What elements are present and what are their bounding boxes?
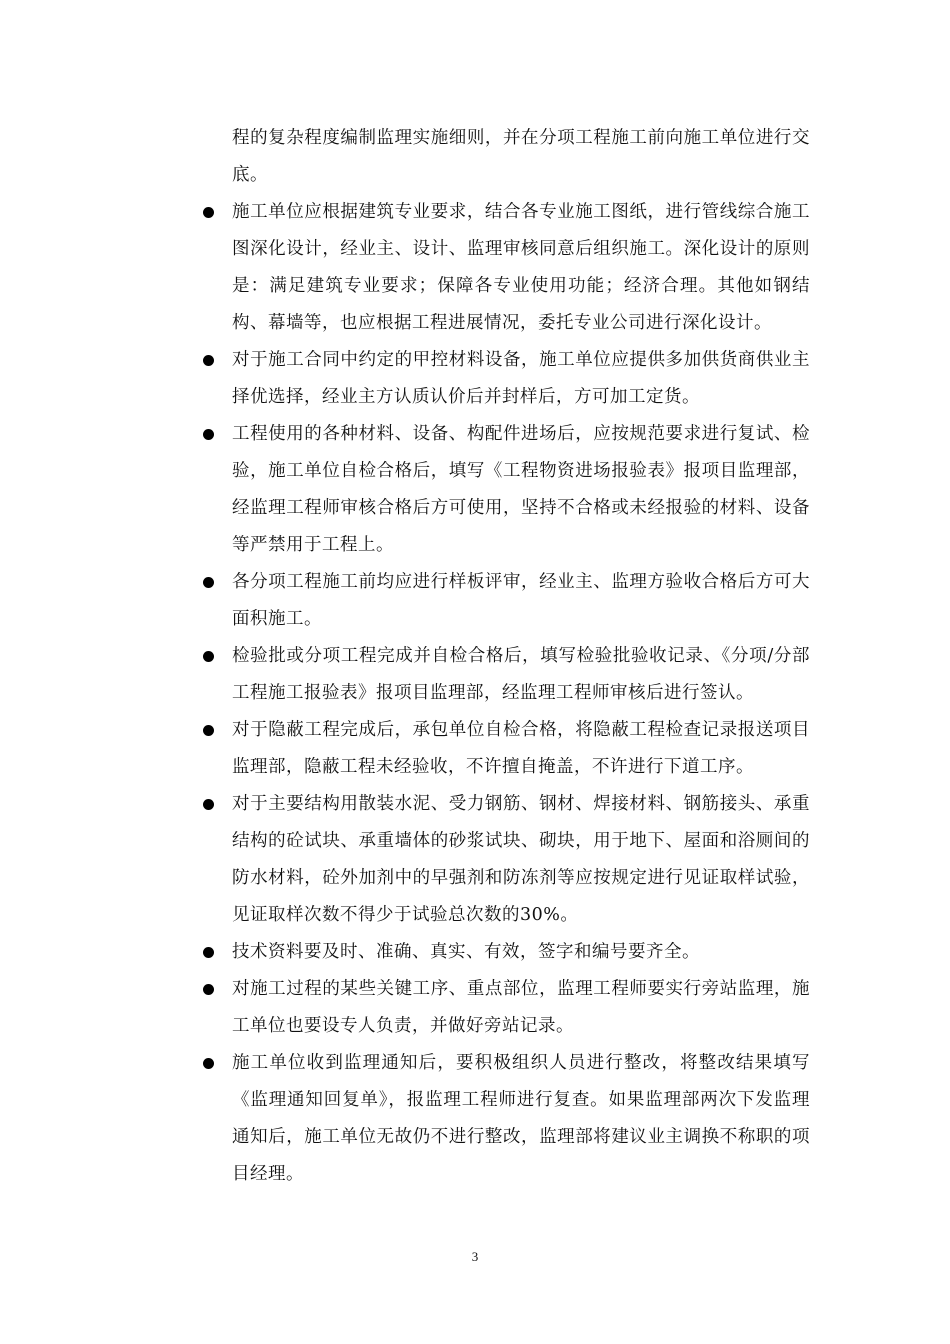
bullet-item xyxy=(200,638,810,712)
continuation-paragraph: 程的复杂程度编制监理实施细则，并在分项工程施工前向施工单位进行交底。 xyxy=(232,128,810,185)
bullet-text: 施工单位收到监理通知后，要积极组织人员进行整改，将整改结果填写《监理通知回复单》，报监理工程师进行复查。如果监理部两次下发监理通知后，施工单位无故仍不进行整改，监理部将建议业主调换不称职的项目经理。 xyxy=(232,1053,810,1184)
bullet-icon xyxy=(203,1058,214,1069)
bullet-icon xyxy=(203,799,214,810)
document-body xyxy=(200,120,810,1193)
bullet-text: 对施工过程的某些关键工序、重点部位，监理工程师要实行旁站监理，施工单位也要设专人负责，并做好旁站记录。 xyxy=(232,979,810,1036)
bullet-item xyxy=(200,971,810,1045)
bullet-text: 检验批或分项工程完成并自检合格后，填写检验批验收记录、《分项/分部工程施工报验表》报项目监理部，经监理工程师审核后进行签认。 xyxy=(232,646,810,703)
bullet-icon xyxy=(203,429,214,440)
bullet-item xyxy=(200,194,810,342)
bullet-icon xyxy=(203,947,214,958)
bullet-icon xyxy=(203,577,214,588)
bullet-item xyxy=(200,786,810,934)
bullet-text: 各分项工程施工前均应进行样板评审，经业主、监理方验收合格后方可大面积施工。 xyxy=(232,572,810,629)
bullet-item xyxy=(200,342,810,416)
bullet-text: 工程使用的各种材料、设备、构配件进场后，应按规范要求进行复试、检验，施工单位自检合格后，填写《工程物资进场报验表》报项目监理部，经监理工程师审核合格后方可使用，坚持不合格或未经报验的材料、设备等严禁用于工程上。 xyxy=(232,424,810,555)
bullet-icon xyxy=(203,725,214,736)
bullet-text: 对于施工合同中约定的甲控材料设备，施工单位应提供多加供货商供业主择优选择，经业主方认质认价后并封样后，方可加工定货。 xyxy=(232,350,810,407)
bullet-icon xyxy=(203,207,214,218)
bullet-icon xyxy=(203,355,214,366)
bullet-item xyxy=(200,416,810,564)
bullet-item xyxy=(200,564,810,638)
bullet-text: 对于主要结构用散装水泥、受力钢筋、钢材、焊接材料、钢筋接头、承重结构的砼试块、承重墙体的砂浆试块、砌块，用于地下、屋面和浴厕间的防水材料，砼外加剂中的早强剂和防冻剂等应按规定进行见证取样试验，见证取样次数不得少于试验总次数的30%。 xyxy=(232,794,810,925)
bullet-item xyxy=(200,712,810,786)
bullet-icon xyxy=(203,651,214,662)
page-number: 3 xyxy=(471,1249,479,1264)
bullet-item xyxy=(200,1045,810,1193)
bullet-text: 对于隐蔽工程完成后，承包单位自检合格，将隐蔽工程检查记录报送项目监理部，隐蔽工程未经验收，不许擅自掩盖，不许进行下道工序。 xyxy=(232,720,810,777)
bullet-item xyxy=(200,934,810,971)
bullet-text: 技术资料要及时、准确、真实、有效，签字和编号要齐全。 xyxy=(232,942,700,962)
bullet-text: 施工单位应根据建筑专业要求，结合各专业施工图纸，进行管线综合施工图深化设计，经业主、设计、监理审核同意后组织施工。深化设计的原则是：满足建筑专业要求；保障各专业使用功能；经济合理。其他如钢结构、幕墙等，也应根据工程进展情况，委托专业公司进行深化设计。 xyxy=(232,202,810,333)
bullet-icon xyxy=(203,984,214,995)
